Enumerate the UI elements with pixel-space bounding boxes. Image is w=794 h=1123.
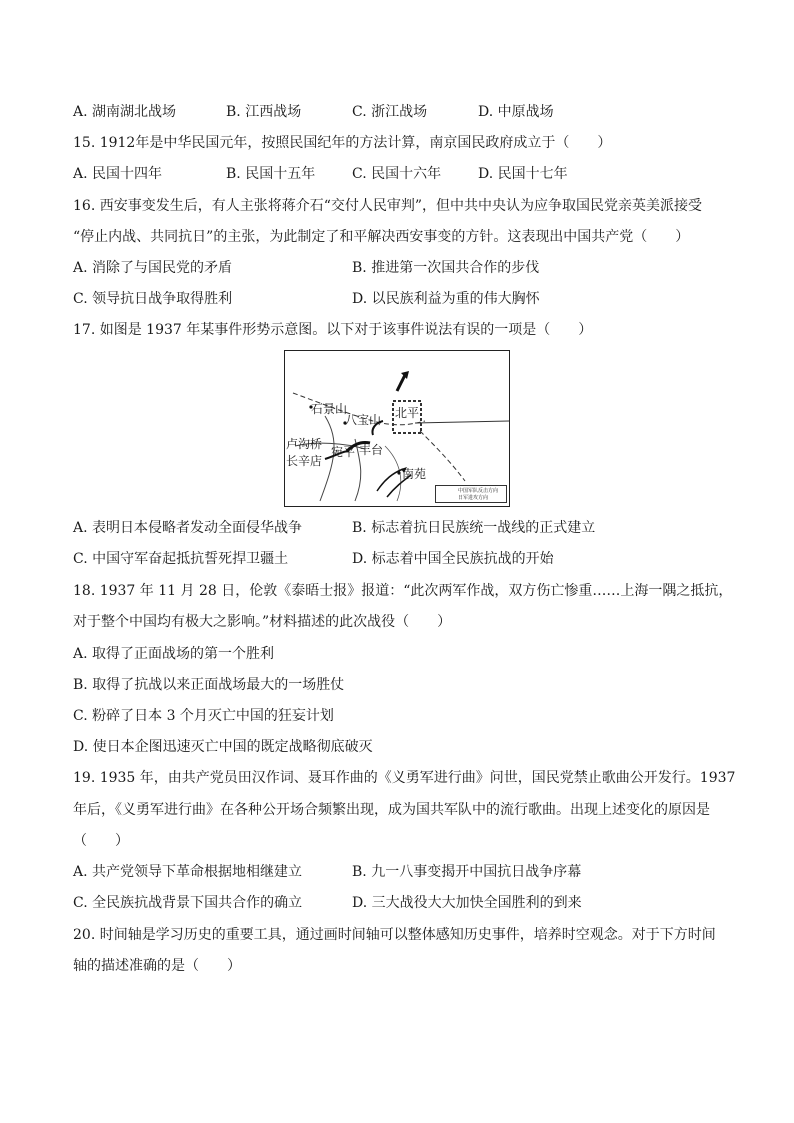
q15-option-c: C. 民国十六年 — [352, 166, 442, 182]
q14-option-b: B. 江西战场 — [226, 104, 302, 120]
q17-option-a: A. 表明日本侵略者发动全面侵华战争 — [73, 520, 303, 536]
q18-option-b: B. 取得了抗战以来正面战场最大的一场胜仗 — [73, 677, 345, 693]
q15-option-b: B. 民国十五年 — [226, 166, 316, 182]
place-fengtai: 丰台 — [359, 443, 384, 457]
q16-option-c: C. 领导抗日战争取得胜利 — [73, 291, 233, 307]
q15-option-d: D. 民国十七年 — [478, 166, 568, 182]
q15-option-a: A. 民国十四年 — [73, 166, 163, 182]
place-lugouqiao: 卢沟桥 — [286, 437, 323, 451]
q19-stem-line3: （ ） — [73, 833, 129, 849]
q19-option-b: B. 九一八事变揭开中国抗日战争序幕 — [352, 864, 582, 880]
q19-option-d: D. 三大战役大大加快全国胜利的到来 — [352, 895, 582, 911]
q18-option-c: C. 粉碎了日本 3 个月灭亡中国的狂妄计划 — [73, 708, 334, 724]
q19-option-c: C. 全民族抗战背景下国共合作的确立 — [73, 895, 303, 911]
q16-option-d: D. 以民族利益为重的伟大胸怀 — [352, 291, 540, 307]
q14-option-a: A. 湖南湖北战场 — [73, 104, 177, 120]
q14-option-d: D. 中原战场 — [478, 104, 554, 120]
map-legend — [435, 485, 507, 503]
q17-option-d: D. 标志着中国全民族抗战的开始 — [352, 551, 554, 567]
q19-option-a: A. 共产党领导下革命根据地相继建立 — [73, 864, 303, 880]
q17-option-c: C. 中国守军奋起抵抗誓死捍卫疆土 — [73, 551, 289, 567]
q16-option-b: B. 推进第一次国共合作的步伐 — [352, 260, 540, 276]
q18-option-a: A. 取得了正面战场的第一个胜利 — [73, 646, 275, 662]
q20-stem-line2: 轴的描述准确的是（ ） — [73, 958, 241, 974]
q18-stem-line1: 18. 1937 年 11 月 28 日，伦敦《泰晤士报》报道：“此次两军作战，双方伤亡惨重……上海一隅之抵抗， — [73, 583, 733, 599]
q18-option-d: D. 使日本企图迅速灭亡中国的既定战略彻底破灭 — [73, 739, 373, 755]
place-shijingshan: 石景山 — [311, 402, 348, 416]
place-changxindian: 长辛店 — [286, 454, 323, 468]
q18-stem-line2: 对于整个中国均有极大之影响。”材料描述的此次战役（ ） — [73, 614, 452, 630]
situation-map — [284, 350, 510, 507]
q20-stem-line1: 20. 时间轴是学习历史的重要工具，通过画时间轴可以整体感知历史事件，培养时空观念。对于下方时间 — [73, 927, 716, 943]
q14-option-c: C. 浙江战场 — [352, 104, 428, 120]
q16-option-a: A. 消除了与国民党的矛盾 — [73, 260, 233, 276]
place-nanyuan: 南苑 — [402, 467, 427, 481]
q17-stem: 17. 如图是 1937 年某事件形势示意图。以下对于该事件说法有误的一项是（ ） — [73, 322, 593, 338]
q19-stem-line1: 19. 1935 年，由共产党员田汉作词、聂耳作曲的《义勇军进行曲》问世，国民党禁止歌曲公开发行。1937 — [73, 770, 736, 786]
place-beiping: 北平 — [395, 406, 420, 420]
q17-option-b: B. 标志着抗日民族统一战线的正式建立 — [352, 520, 596, 536]
place-babaoshan: 八宝山 — [345, 413, 382, 427]
place-wanping: 宛平 — [331, 445, 356, 459]
legend-item-counter: 中国军队反击方向 — [458, 488, 499, 494]
legend-item-attack: 日军进攻方向 — [458, 495, 489, 501]
q15-stem: 15. 1912年是中华民国元年，按照民国纪年的方法计算，南京国民政府成立于（ ） — [73, 135, 612, 151]
q19-stem-line2: 年后，《义勇军进行曲》在各种公开场合频繁出现，成为国共军队中的流行歌曲。出现上述变化的原因是 — [73, 802, 710, 818]
q16-stem-line2: “停止内战、共同抗日”的主张，为此制定了和平解决西安事变的方针。这表现出中国共产党（ ） — [73, 229, 690, 245]
q16-stem-line1: 16. 西安事变发生后，有人主张将蒋介石“交付人民审判”，但中共中央认为应争取国民党亲英美派接受 — [73, 198, 703, 214]
